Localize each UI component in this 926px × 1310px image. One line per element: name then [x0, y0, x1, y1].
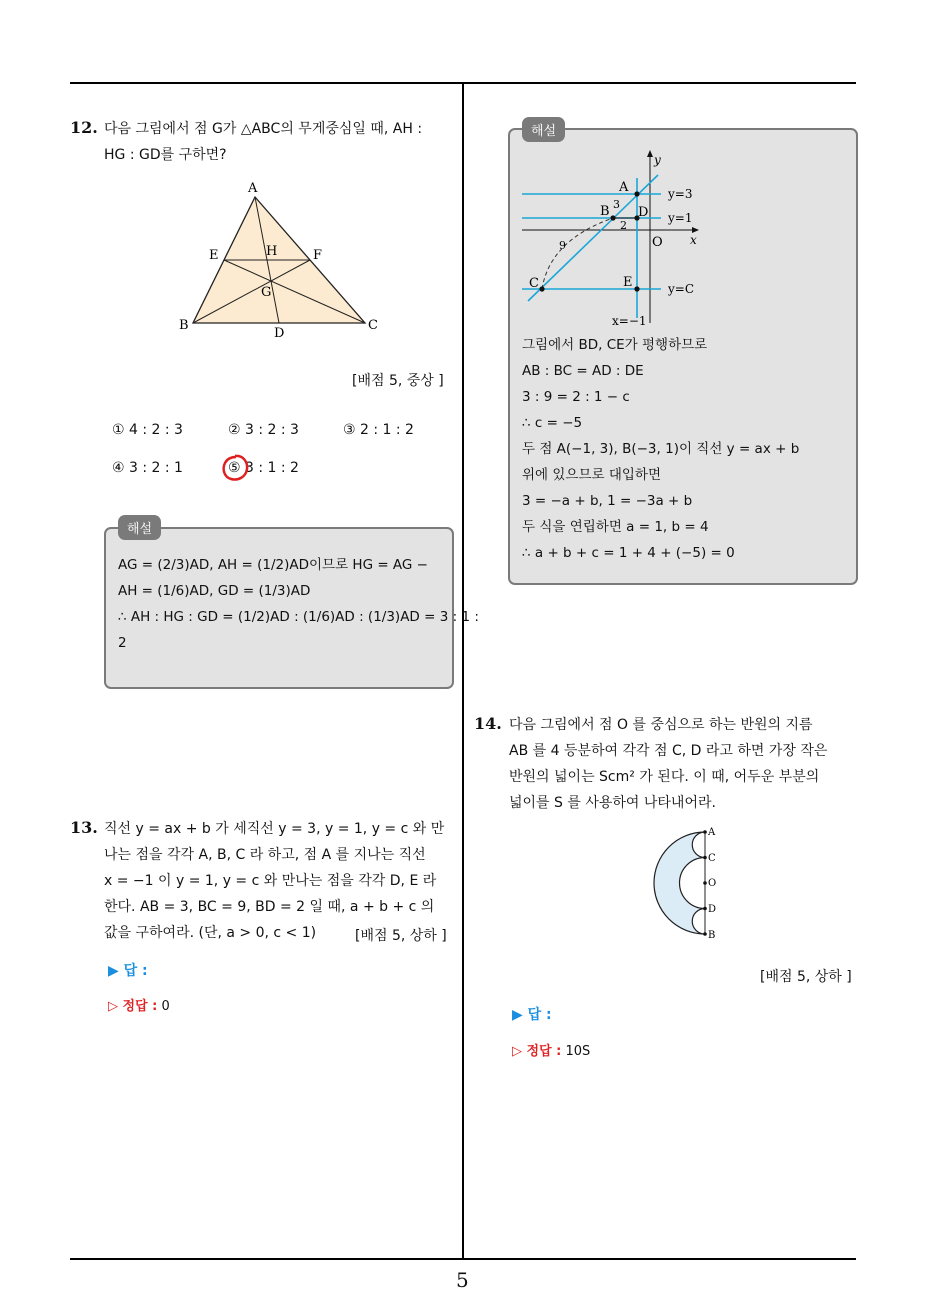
- q12-solution-line: 2: [118, 635, 127, 651]
- correct-value: 10S: [565, 1044, 591, 1059]
- q13-text-line: x = −1 이 y = 1, y = c 와 만나는 점을 각각 D, E 라: [104, 873, 437, 889]
- q13-solution-line: AB : BC = AD : DE: [522, 363, 644, 379]
- graph-label-xm1: x=−1: [612, 314, 647, 328]
- q13-solution-line: 위에 있으므로 대입하면: [522, 467, 661, 483]
- graph-label-y3: y=3: [668, 187, 693, 201]
- q13-text-line: 값을 구하여라. (단, a > 0, c < 1): [104, 925, 317, 941]
- origin-label: O: [652, 235, 663, 250]
- q13-solution-line: 두 점 A(−1, 3), B(−3, 1)이 직선 y = ax + b: [522, 441, 800, 457]
- q14-text-line: AB 를 4 등분하여 각각 점 C, D 라고 하면 가장 작은: [509, 743, 828, 759]
- q12-solution-line: ∴ AH : HG : GD = (1/2)AD : (1/6)AD : (1/3)AD = 3 : 1 :: [118, 609, 479, 625]
- q13-solution-line: 3 : 9 = 2 : 1 − c: [522, 389, 630, 405]
- label-c: C: [368, 318, 378, 333]
- q12-text: [104, 116, 422, 168]
- q13-score: [배점 5, 상하 ]: [355, 928, 447, 944]
- q14-score: [배점 5, 상하 ]: [760, 969, 852, 985]
- correct-label: ▷ 정답 :: [108, 999, 158, 1014]
- q12-text-line: HG : GD를 구하면?: [104, 147, 227, 163]
- q13-number: 13.: [70, 818, 98, 837]
- q14-label-c: C: [708, 853, 716, 864]
- q14-label-o: O: [708, 878, 717, 889]
- q12-choice-4[interactable]: ④ 3 : 2 : 1: [112, 460, 183, 476]
- correct-value: 0: [161, 999, 170, 1014]
- label-e: E: [209, 248, 219, 263]
- q13-solution-text: [522, 332, 799, 566]
- q13-solution-line: ∴ a + b + c = 1 + 4 + (−5) = 0: [522, 545, 735, 561]
- q12-triangle-figure: [175, 175, 395, 345]
- graph-label-3: 3: [613, 198, 620, 211]
- q12-choice-5[interactable]: ⑤ 3 : 1 : 2: [228, 460, 299, 476]
- q13-text-line: 직선 y = ax + b 가 세직선 y = 3, y = 1, y = c 와 만: [104, 821, 445, 837]
- q14-text: [509, 712, 827, 816]
- q12-number: 12.: [70, 118, 98, 137]
- label-f: F: [313, 248, 323, 263]
- q14-answer-line[interactable]: ▶ 답 :: [512, 1007, 552, 1023]
- graph-label-y1: y=1: [668, 211, 693, 225]
- x-axis-label: x: [690, 233, 697, 247]
- label-d: D: [274, 326, 285, 341]
- q14-semicircle-figure: [645, 822, 725, 940]
- q14-label-d: D: [708, 904, 717, 915]
- q12-solution-text: [118, 552, 479, 656]
- selected-choice-circle-icon: [219, 452, 251, 484]
- q13-text-line: 한다. AB = 3, BC = 9, BD = 2 일 때, a + b + c 의: [104, 899, 435, 915]
- q14-correct-answer: [512, 1040, 590, 1059]
- label-a: A: [248, 181, 258, 196]
- page-number: 5: [456, 1268, 469, 1292]
- graph-label-9: 9: [559, 239, 566, 252]
- q13-solution-line: 두 식을 연립하면 a = 1, b = 4: [522, 519, 709, 535]
- graph-label-yc: y=C: [668, 282, 695, 296]
- q13-solution-line: 3 = −a + b, 1 = −3a + b: [522, 493, 693, 509]
- q12-solution-line: AH = (1/6)AD, GD = (1/3)AD: [118, 583, 311, 599]
- q14-label-b: B: [708, 930, 716, 940]
- label-g: G: [261, 285, 272, 300]
- q12-choice-3[interactable]: ③ 2 : 1 : 2: [343, 422, 414, 438]
- label-h: H: [266, 244, 278, 259]
- q12-choice-2[interactable]: ② 3 : 2 : 3: [228, 422, 299, 438]
- q13-graph: [516, 148, 716, 333]
- q14-text-line: 반원의 넓이는 Scm² 가 된다. 이 때, 어두운 부분의: [509, 769, 820, 785]
- graph-label-d: D: [638, 205, 649, 220]
- q13-answer-line[interactable]: ▶ 답 :: [108, 963, 148, 979]
- q13-solution-line: ∴ c = −5: [522, 415, 583, 431]
- graph-label-c: C: [529, 276, 539, 291]
- q14-number: 14.: [474, 714, 502, 733]
- q12-score: [배점 5, 중상 ]: [352, 373, 444, 389]
- q12-solution-title: 해설: [118, 515, 161, 540]
- graph-label-b: B: [600, 204, 610, 219]
- q14-text-line: 넓이를 S 를 사용하여 나타내어라.: [509, 795, 716, 811]
- q13-correct-answer: [108, 995, 170, 1014]
- q12-solution-line: AG = (2/3)AD, AH = (1/2)AD이므로 HG = AG −: [118, 557, 428, 573]
- q14-text-line: 다음 그림에서 점 O 를 중심으로 하는 반원의 지름: [509, 717, 813, 733]
- graph-label-a: A: [619, 180, 629, 195]
- bottom-rule: [70, 1258, 856, 1260]
- q14-label-a: A: [708, 827, 716, 838]
- correct-label: ▷ 정답 :: [512, 1044, 562, 1059]
- graph-label-2: 2: [620, 219, 627, 232]
- column-divider: [462, 82, 464, 1258]
- q12-text-line: 다음 그림에서 점 G가 △ABC의 무게중심일 때, AH :: [104, 121, 423, 137]
- q12-choice-1[interactable]: ① 4 : 2 : 3: [112, 422, 183, 438]
- q13-solution-line: 그림에서 BD, CE가 평행하므로: [522, 337, 708, 353]
- q13-solution-title: 해설: [522, 117, 565, 142]
- q13-text-line: 나는 점을 각각 A, B, C 라 하고, 점 A 를 지나는 직선: [104, 847, 426, 863]
- y-axis-label: y: [654, 153, 661, 167]
- label-b: B: [179, 318, 189, 333]
- graph-label-e: E: [623, 275, 633, 290]
